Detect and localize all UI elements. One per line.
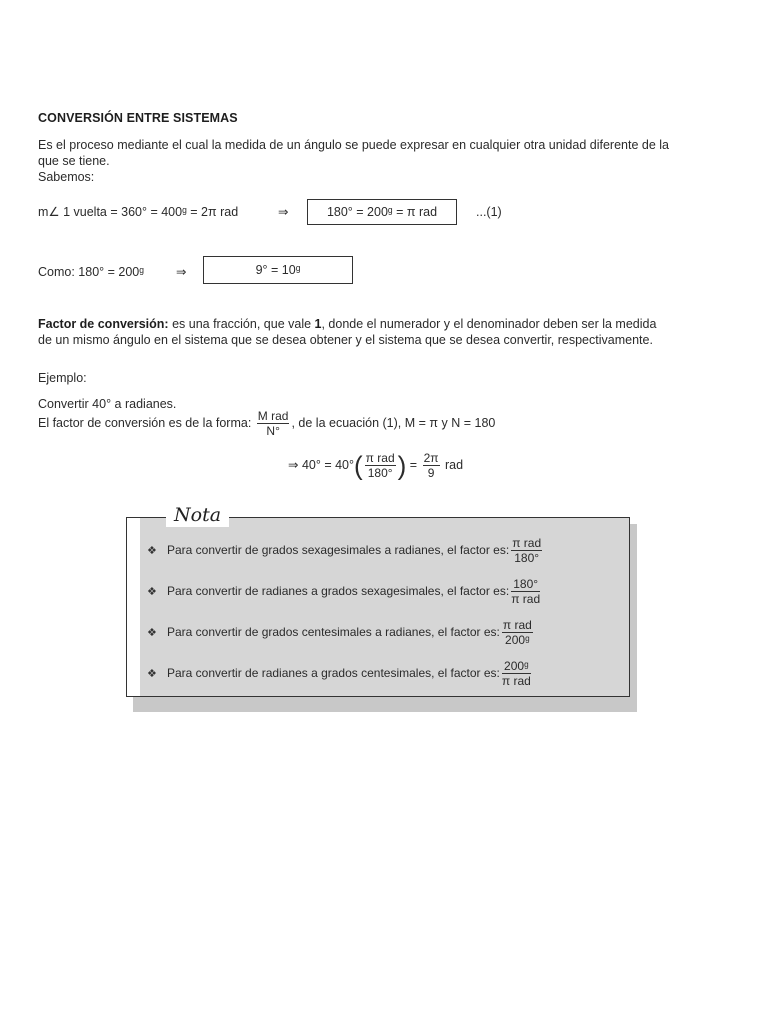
example-form-prefix: El factor de conversión es de la forma: xyxy=(38,416,252,430)
bullet-icon: ❖ xyxy=(147,667,157,680)
note-item-text: Para convertir de grados centesimales a radianes, el factor es: xyxy=(167,625,500,639)
factor-paragraph xyxy=(38,316,742,348)
factor-text-b: , donde el numerador y el denominador deben ser la medida xyxy=(321,317,657,331)
factor-term: Factor de conversión: xyxy=(38,317,169,331)
fraction-denominator: N° xyxy=(266,424,280,439)
equation-2-left: Como: 180° = 200ᵍ xyxy=(38,265,144,279)
fraction-denominator: π rad xyxy=(501,673,531,688)
fraction-numerator: 2π xyxy=(423,451,439,466)
bullet-icon: ❖ xyxy=(147,585,157,598)
note-item-fraction xyxy=(502,619,533,646)
fraction-numerator: M rad xyxy=(257,409,289,424)
note-item-fraction xyxy=(502,660,531,687)
intro-line-2: que se tiene. xyxy=(38,154,110,168)
factor-one: 1 xyxy=(314,317,322,331)
note-item-text: Para convertir de radianes a grados sexagesimales, el factor es: xyxy=(167,584,510,598)
equation-1-tag: ...(1) xyxy=(476,205,502,219)
fraction-numerator: 200ᵍ xyxy=(502,660,531,674)
equation-1-box: 180° = 200ᵍ = π rad xyxy=(307,199,457,225)
right-paren-glyph: ) xyxy=(397,450,407,481)
note-item-text: Para convertir de radianes a grados centesimales, el factor es: xyxy=(167,666,500,680)
note-item-text: Para convertir de grados sexagesimales a radianes, el factor es: xyxy=(167,543,510,557)
calc-prefix: ⇒ 40° = 40° xyxy=(288,458,354,472)
fraction-denominator: π rad xyxy=(511,591,541,606)
section-title: CONVERSIÓN ENTRE SISTEMAS xyxy=(38,111,238,125)
intro-paragraph xyxy=(38,137,742,185)
factor-line-1 xyxy=(38,316,742,332)
example-form-suffix: , de la ecuación (1), M = π y N = 180 xyxy=(291,416,496,430)
example-calculation xyxy=(288,448,463,482)
note-label: Nota xyxy=(166,503,229,527)
fraction-numerator: π rad xyxy=(365,451,395,466)
bullet-icon: ❖ xyxy=(147,626,157,639)
factor-text-a: es una fracción, que vale xyxy=(168,317,315,331)
note-item-2 xyxy=(147,574,542,608)
note-item-4 xyxy=(147,656,533,690)
calc-equals: = xyxy=(406,458,421,472)
factor-line-2: de un mismo ángulo en el sistema que se desea obtener y el sistema que se desea convertir, respectivamente. xyxy=(38,333,653,347)
equation-1-arrow: ⇒ xyxy=(278,205,289,219)
note-item-3 xyxy=(147,615,535,649)
fraction-denominator: 200ᵍ xyxy=(505,632,530,647)
fraction-denominator: 180° xyxy=(514,550,540,565)
example-form-fraction xyxy=(257,410,290,437)
note-item-fraction xyxy=(511,578,540,605)
example-form-line xyxy=(38,408,495,438)
intro-line-1: Es el proceso mediante el cual la medida de un ángulo se puede expresar en cualquier otra unidad diferente de la xyxy=(38,138,669,152)
calc-result-fraction xyxy=(423,452,440,479)
fraction-denominator: 9 xyxy=(427,466,435,481)
fraction-denominator: 180° xyxy=(367,466,393,481)
fraction-numerator: 180° xyxy=(511,578,540,592)
note-item-fraction xyxy=(511,537,542,564)
example-label: Ejemplo: xyxy=(38,371,87,385)
fraction-numerator: π rad xyxy=(512,535,542,550)
calc-unit: rad xyxy=(441,458,464,472)
left-paren-glyph: ( xyxy=(354,450,363,481)
note-box-left-strip xyxy=(126,517,140,697)
bullet-icon: ❖ xyxy=(147,544,157,557)
calc-fraction xyxy=(365,452,396,479)
sabemos-label: Sabemos: xyxy=(38,170,95,184)
equation-2-box: 9° = 10ᵍ xyxy=(203,256,353,284)
fraction-numerator: π rad xyxy=(502,617,532,632)
equation-2-arrow: ⇒ xyxy=(176,265,187,279)
equation-1-left: m∠ 1 vuelta = 360° = 400ᵍ = 2π rad xyxy=(38,205,239,219)
note-item-1 xyxy=(147,533,544,567)
example-statement: Convertir 40° a radianes. xyxy=(38,397,177,411)
